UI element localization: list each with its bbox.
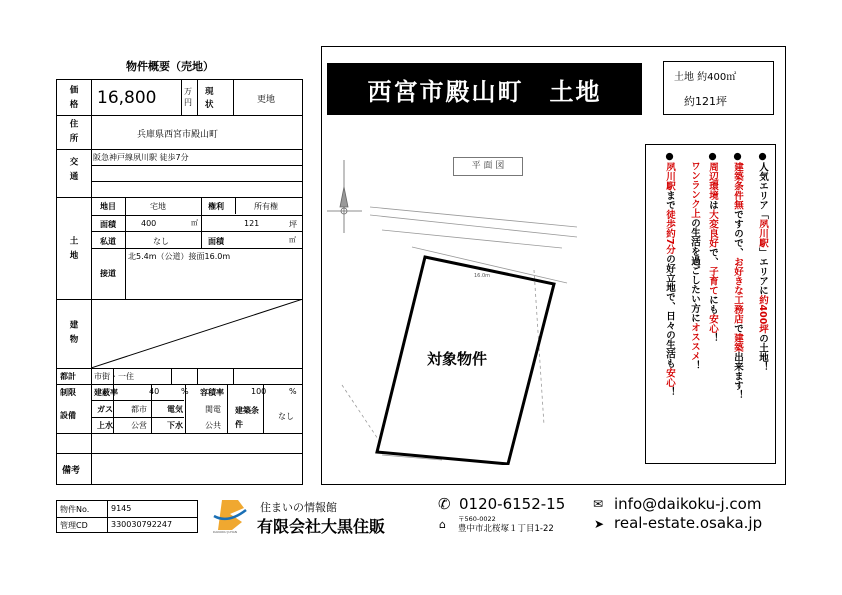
facilities-label: 設備 (60, 411, 76, 420)
price-label: 価格 (68, 85, 78, 114)
bullet-3: ●周辺環境は大変良好で、子育てにも安心！ (707, 151, 718, 343)
area-sqm: 400 (141, 219, 157, 228)
bullet-2: ●建築条件無ですので、お好きな工務店で建築出来ます！ (732, 151, 743, 400)
compass-icon (327, 160, 362, 233)
zoning-label: 都計 (60, 372, 76, 381)
rights-value: 所有権 (254, 202, 278, 211)
water-label: 上水 (97, 421, 113, 430)
company-logo-icon (210, 496, 250, 534)
address-label: 住所 (68, 119, 78, 148)
private-road-area-label: 面積 (208, 237, 224, 246)
area-label: 面積 (100, 220, 116, 229)
road-value: 北5.4m（公道）接面16.0m (128, 252, 231, 261)
postal-code: 〒560-0022 (458, 515, 496, 523)
bullet-1: ●人気エリア「夙川駅」エリアに約400坪の土地！ (757, 151, 768, 372)
mail-icon: ✉ (593, 497, 604, 511)
remarks-label: 備考 (62, 466, 81, 476)
electric-value: 関電 (205, 405, 221, 414)
category-value: 宅地 (150, 202, 166, 211)
private-road-area-unit: ㎡ (289, 236, 296, 244)
property-no: 9145 (111, 504, 132, 513)
company-address: 豊中市北桜塚１丁目1-22 (458, 524, 554, 534)
property-id-box (56, 500, 198, 533)
area-tsubo: 121 (244, 219, 260, 228)
far-value: 100 (251, 387, 267, 396)
far-percent: % (289, 387, 297, 396)
spec-title: 物件概要（売地） (126, 60, 214, 73)
property-no-label: 物件No. (60, 505, 90, 514)
area-box (663, 61, 774, 115)
headline: 西宮市殿山町 土地 (327, 63, 642, 115)
zoning-value: 市街・一住 (94, 372, 134, 381)
far-label: 容積率 (200, 388, 224, 397)
logo-text: DAIKOKU JUHAN (213, 530, 238, 534)
management-code-label: 管理CD (60, 521, 88, 530)
bcr-percent: % (181, 387, 189, 396)
restrictions-label: 制限 (60, 388, 76, 397)
gas-value: 都市 (131, 405, 147, 414)
bullet-4: ●夙川駅まで徒歩約7分の好立地で、日々の生活も安心！ (664, 151, 675, 397)
rights-label: 権利 (208, 202, 224, 211)
cursor-icon: ➤ (594, 517, 605, 531)
bullet-3b: ワンランク上の生活を過ごしたい方にオススメ！ (689, 161, 700, 370)
sewer-value: 公共 (205, 421, 221, 430)
plan-label: 平 面 図 (453, 157, 523, 176)
frontage-mark: 16.0m (474, 273, 491, 279)
spec-table (56, 79, 303, 485)
category-label: 地目 (100, 202, 116, 211)
company-name: 有限会社大黒住販 (257, 517, 386, 536)
management-code: 330030792247 (111, 520, 173, 529)
price-unit: 万円 (184, 87, 192, 107)
transport-value: 阪急神戸線夙川駅 徒歩7分 (93, 153, 189, 162)
area-tsubo-unit: 坪 (289, 220, 297, 229)
sewer-label: 下水 (167, 421, 183, 430)
address-value: 兵庫県西宮市殿山町 (137, 130, 219, 140)
condition-value: なし (278, 412, 294, 421)
empty-section-slash (91, 299, 303, 368)
area-sqm-unit: ㎡ (191, 219, 198, 227)
website-link[interactable]: real-estate.osaka.jp (614, 514, 763, 532)
condition-label: 建築条件 (235, 406, 259, 429)
site-plan (322, 155, 582, 465)
private-road-label: 私道 (100, 237, 116, 246)
email-link[interactable]: info@daikoku-j.com (614, 495, 762, 513)
phone-icon: ✆ (438, 495, 451, 513)
electric-label: 電気 (167, 405, 183, 414)
area-box-line1: 土地 約400㎡ (674, 72, 737, 83)
price-value: 16,800 (97, 88, 157, 108)
target-label: 対象物件 (427, 350, 488, 368)
water-value: 公営 (131, 421, 147, 430)
transport-label: 交通 (68, 157, 78, 186)
land-label: 土地 (68, 236, 78, 265)
status-label: 現状 (205, 87, 214, 110)
road-label: 接道 (100, 269, 116, 278)
status-value: 更地 (257, 95, 276, 105)
bcr-label: 建蔽率 (94, 388, 118, 397)
map-pin-icon: ⌂ (439, 518, 446, 531)
private-road-value: なし (153, 237, 169, 246)
selling-points (645, 144, 776, 464)
building-label: 建物 (68, 320, 78, 349)
tagline: 住まいの情報館 (260, 501, 337, 514)
bcr-value: 40 (149, 387, 160, 396)
phone-number[interactable]: 0120-6152-15 (459, 495, 566, 513)
area-box-line2: 約121坪 (684, 95, 727, 108)
gas-label: ガス (97, 405, 113, 414)
